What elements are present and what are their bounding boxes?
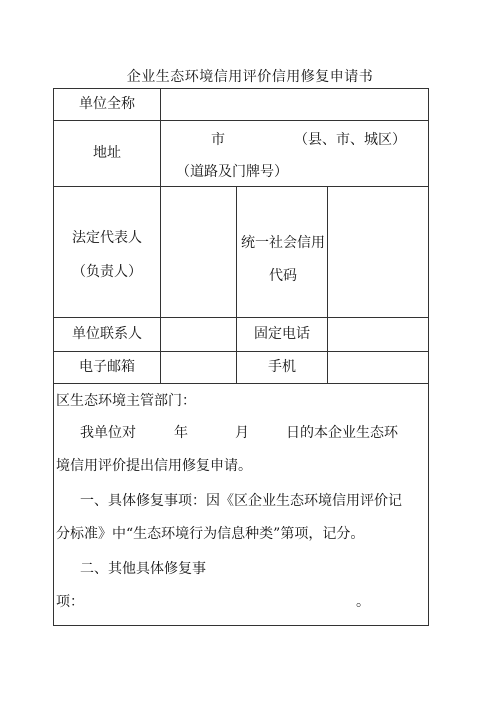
contact-label: 单位联系人	[72, 326, 142, 343]
address-county-label: （县、市、城区）	[294, 132, 406, 148]
p1-start: 我单位对	[80, 425, 136, 441]
phone-label: 固定电话	[254, 326, 310, 343]
address-label: 地址	[93, 145, 121, 162]
credit-code-field[interactable]	[328, 187, 428, 317]
p1-month: 月	[235, 425, 249, 441]
p3-start: 二、其他具体修复事	[80, 561, 206, 577]
legal-rep-label-line2: （负责人）	[72, 264, 142, 280]
legal-rep-field[interactable]	[161, 187, 236, 317]
addressee: 区生态环境主管部门：	[56, 393, 196, 409]
p2-start: 一、具体修复事项：因《区企业生态环境信用评价记	[80, 493, 402, 509]
p3-period: 。	[356, 594, 370, 610]
application-form	[53, 88, 429, 626]
address-road-label: （道路及门牌号）	[176, 164, 288, 180]
p3-end: 项：	[56, 594, 84, 610]
contact-field[interactable]	[161, 318, 236, 351]
p1-end: 境信用评价提出信用修复申请。	[56, 458, 252, 474]
credit-code-label-line2: 代码	[269, 268, 297, 284]
legal-rep-label	[54, 187, 160, 317]
mobile-field[interactable]	[328, 352, 428, 383]
document-title: 企业生态环境信用评价信用修复申请书	[126, 69, 374, 85]
company-name-field[interactable]	[161, 89, 428, 120]
application-body[interactable]	[54, 384, 428, 625]
phone-field[interactable]	[328, 318, 428, 351]
p1-day: 日的本企业生态环	[286, 425, 398, 441]
credit-code-label	[237, 187, 327, 317]
p1-year: 年	[174, 425, 188, 441]
email-field[interactable]	[161, 352, 236, 383]
email-label: 电子邮箱	[79, 359, 135, 376]
legal-rep-label-line1: 法定代表人	[72, 230, 142, 246]
address-city-label: 市	[211, 132, 225, 148]
p2-end: 分标准》中“生态环境行为信息种类”第项，记分。	[56, 526, 365, 542]
company-name-label: 单位全称	[79, 96, 135, 113]
mobile-label: 手机	[268, 359, 296, 376]
credit-code-label-line1: 统一社会信用	[241, 235, 325, 251]
address-field[interactable]	[161, 121, 428, 186]
